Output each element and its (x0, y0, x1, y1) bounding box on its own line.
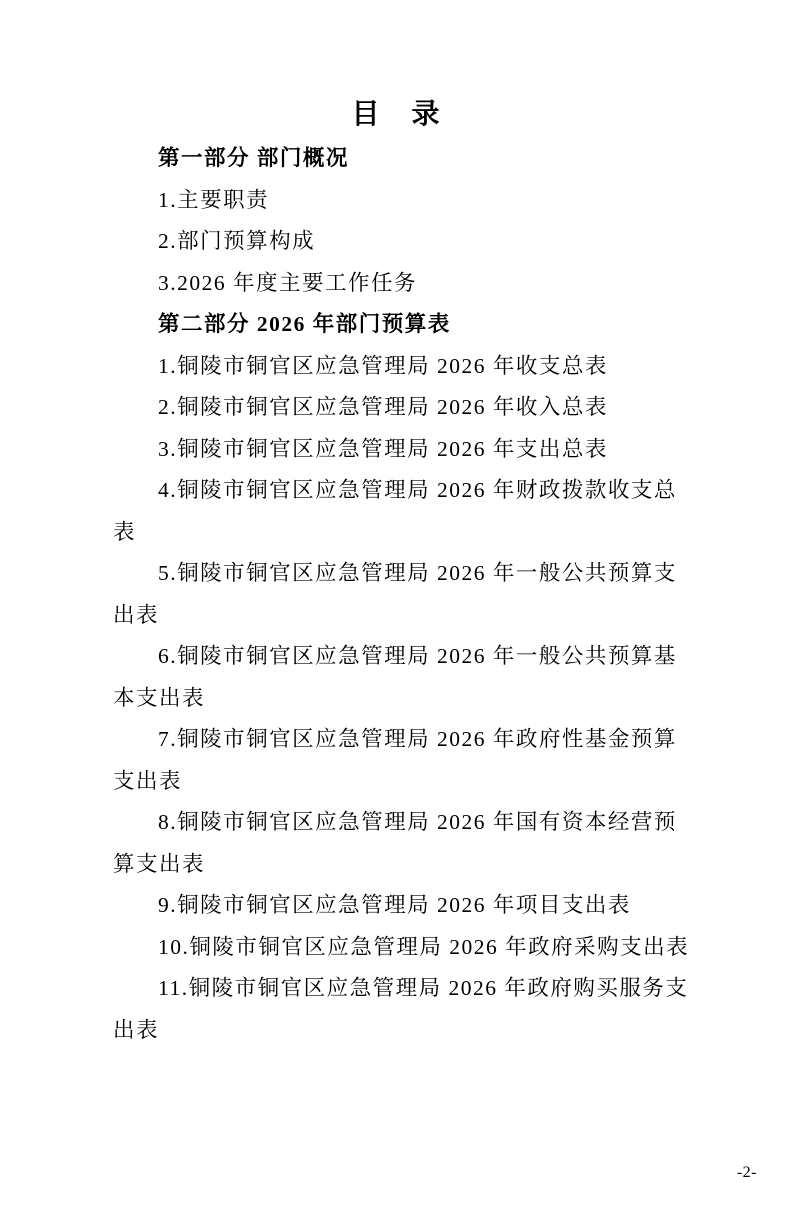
toc-item-part2-10: 10.铜陵市铜官区应急管理局 2026 年政府采购支出表 (158, 934, 690, 959)
toc-item-part2-9: 9.铜陵市铜官区应急管理局 2026 年项目支出表 (158, 893, 631, 917)
toc-item-part2-3: 3.铜陵市铜官区应急管理局 2026 年支出总表 (158, 436, 608, 461)
toc-item-part2-4: 4.铜陵市铜官区应急管理局 2026 年财政拨款收支总表 (113, 478, 677, 544)
toc-item-part1-2: 2.部门预算构成 (158, 229, 316, 253)
table-of-contents (113, 138, 693, 1051)
toc-item-part2-7: 7.铜陵市铜官区应急管理局 2026 年政府性基金预算支出表 (113, 727, 677, 793)
toc-item-part2-8: 8.铜陵市铜官区应急管理局 2026 年国有资本经营预算支出表 (113, 810, 677, 876)
toc-item-part2-2: 2.铜陵市铜官区应急管理局 2026 年收入总表 (158, 395, 608, 419)
toc-title: 目 录 (351, 99, 442, 130)
page-number: -2- (736, 1164, 757, 1181)
toc-item-part2-11: 11.铜陵市铜官区应急管理局 2026 年政府购买服务支出表 (113, 976, 689, 1042)
document-page (0, 95, 793, 1217)
section-heading-part-two: 第二部分 2026 年部门预算表 (158, 312, 451, 336)
section-heading-part-one: 第一部分 部门概况 (158, 146, 349, 170)
toc-item-part2-1: 1.铜陵市铜官区应急管理局 2026 年收支总表 (158, 353, 608, 378)
toc-item-part2-5: 5.铜陵市铜官区应急管理局 2026 年一般公共预算支出表 (113, 561, 677, 627)
toc-item-part1-1: 1.主要职责 (158, 187, 270, 212)
toc-item-part1-3: 3.2026 年度主要工作任务 (158, 270, 418, 295)
toc-item-part2-6: 6.铜陵市铜官区应急管理局 2026 年一般公共预算基本支出表 (113, 644, 677, 710)
